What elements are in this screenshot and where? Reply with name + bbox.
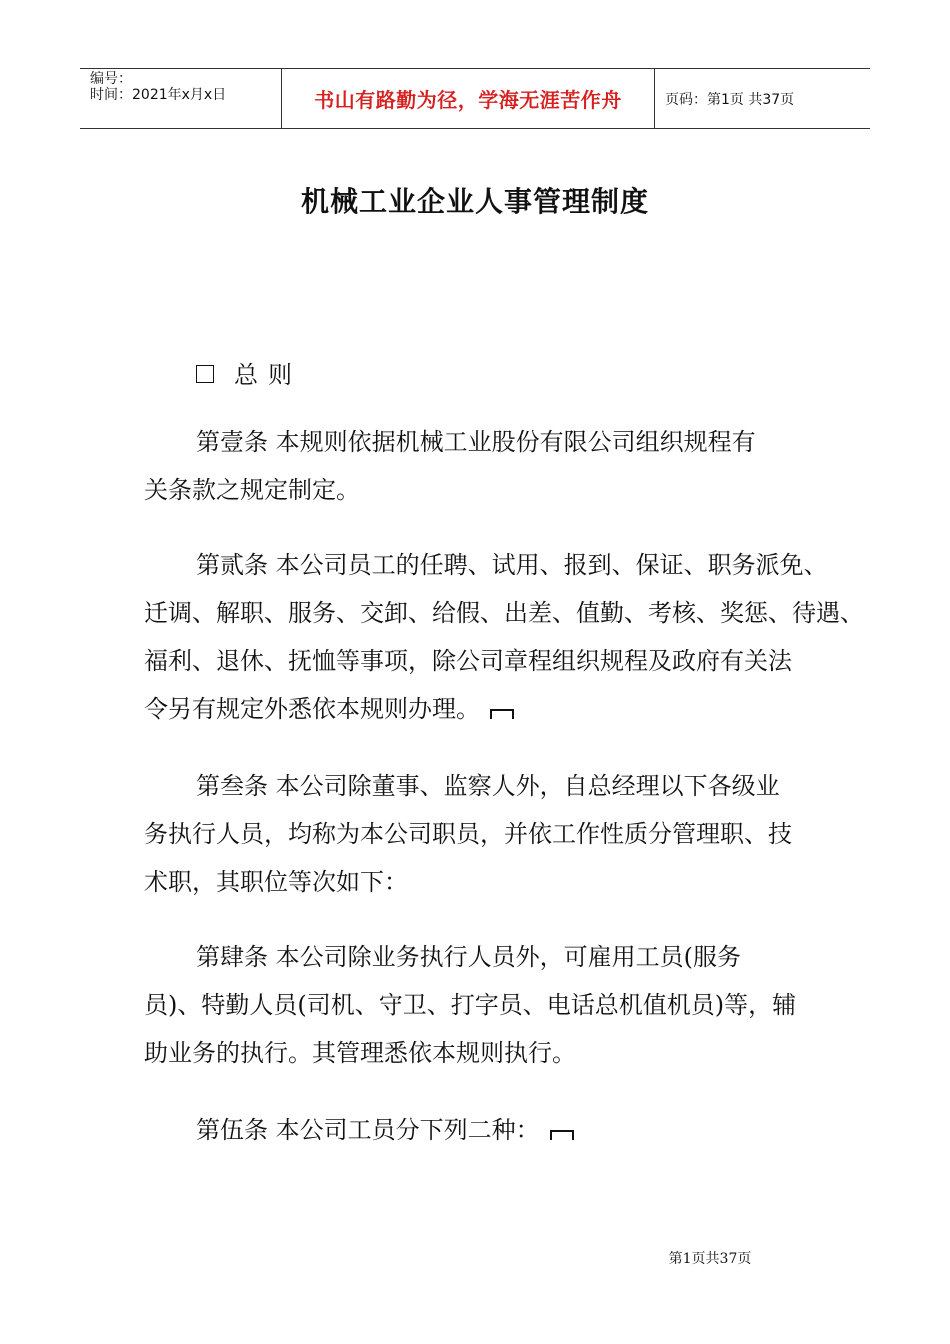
article-3 — [144, 762, 812, 906]
article-line: 关条款之规定制定。 — [144, 476, 360, 504]
header-meta — [80, 69, 282, 128]
document-title: 机械工业企业人事管理制度 — [300, 185, 649, 218]
article-line: 务执行人员，均称为本公司职员，并依工作性质分管理职、技 — [144, 820, 792, 848]
page-footer: 第1页共37页 — [668, 1251, 752, 1267]
article-line: 第叁条 本公司除董事、监察人外，自总经理以下各级业 — [196, 772, 780, 800]
article-line: 第壹条 本规则依据机械工业股份有限公司组织规程有 — [196, 428, 756, 456]
header-page-code: 页码：第1页 共37页 — [665, 91, 795, 108]
article-line — [144, 685, 812, 733]
article-line: 第肆条 本公司除业务执行人员外，可雇用工员(服务 — [196, 943, 741, 971]
checkbox-square-icon — [196, 365, 214, 383]
article-line: 员)、特勤人员(司机、守卫、打字员、电话总机值机员)等，辅 — [144, 991, 797, 1019]
article-line-text: 第伍条 本公司工员分下列二种： — [196, 1116, 540, 1144]
article-line: 迁调、解职、服务、交卸、给假、出差、值勤、考核、奖惩、待遇、 — [144, 599, 864, 627]
article-line: 助业务的执行。其管理悉依本规则执行。 — [144, 1039, 576, 1067]
article-2 — [144, 541, 864, 733]
article-line: 第贰条 本公司员工的任聘、试用、报到、保证、职务派免、 — [196, 551, 828, 579]
article-1 — [144, 418, 812, 514]
article-line: 术职，其职位等次如下： — [144, 868, 408, 896]
section-heading-label: 总则 — [234, 361, 302, 389]
section-heading — [196, 355, 302, 390]
bracket-mark-icon — [490, 709, 514, 719]
header-motto: 书山有路勤为径，学海无涯苦作舟 — [282, 69, 655, 128]
bracket-mark-icon — [550, 1130, 574, 1140]
document-number-label: 编号： — [90, 71, 132, 87]
page-header — [80, 68, 870, 129]
article-line: 福利、退休、抚恤等事项，除公司章程组织规程及政府有关法 — [144, 647, 792, 675]
article-4 — [144, 933, 812, 1077]
article-5 — [144, 1106, 812, 1154]
document-time-label: 时间：2021年x月x日 — [90, 87, 227, 103]
article-line — [144, 1106, 812, 1154]
article-line-text: 令另有规定外悉依本规则办理。 — [144, 695, 480, 723]
